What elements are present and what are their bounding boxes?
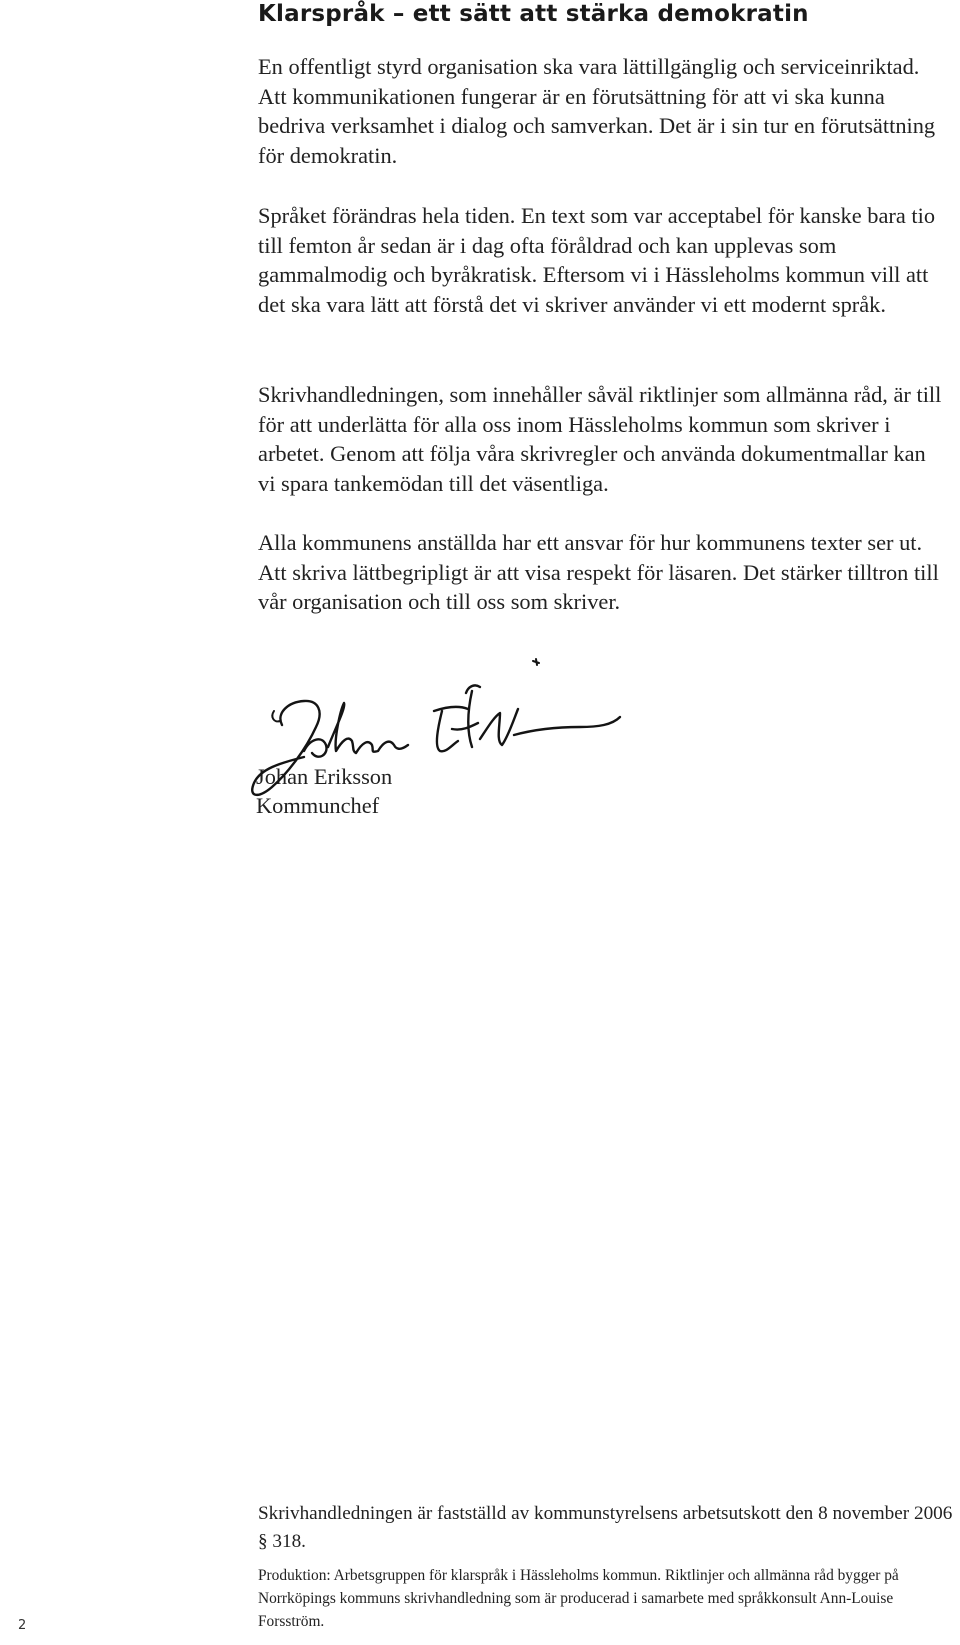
paragraph-language-changes: Språket förändras hela tiden. En text som var acceptabel för kanske bara tio till femton år sedan är i dag ofta föråldrad och kan upplevas som gammalmodig och byråkratisk. Eftersom vi i Hässleholms kommun vill att det ska vara lätt att förstå det vi skriver använder vi ett modernt språk. [258,203,936,317]
signature-block [196,647,808,861]
paragraph-intro: En offentligt styrd organisation ska vara lättillgänglig och serviceinriktad. Att kommunikationen fungerar är en förutsättning för att vi ska kunna bedriva verksamhet i dialog och samverkan. Det är i sin tur en förutsättning för demokratin. [258,54,936,168]
adoption-note: Skrivhandledningen är fastställd av kommunstyrelsens arbetsutskott den 8 november 2006 § 318. [258,1503,953,1552]
handwritten-signature [196,647,808,861]
paragraph-writing-guide: Skrivhandledningen, som innehåller såväl riktlinjer som allmänna råd, är till för att underlätta för alla oss inom Hässleholms kommun som skriver i arbetet. Genom att följa våra skrivregler och använda dokumentmallar kan vi spara tankemödan till det väsentliga. [258,382,942,496]
page-number: 2 [18,1618,27,1633]
paragraph-responsibility: Alla kommunens anställda har ett ansvar för hur kommunens texter ser ut. Att skriva lättbegripligt är att visa respekt för läsaren. Det stärker tilltron till vår organisation och till oss som skriver. [258,530,939,614]
page-title: Klarspråk – ett sätt att stärka demokratin [258,1,809,27]
signatory-title: Kommunchef [256,793,380,818]
production-credits: Produktion: Arbetsgruppen för klarspråk i Hässleholms kommun. Riktlinjer och allmänna råd bygger på Norrköpings kommuns skrivhandledning som är producerad i samarbete med språkkonsult Ann-Louise Forsström. [258,1567,899,1630]
signatory-name: Johan Eriksson [256,764,393,789]
